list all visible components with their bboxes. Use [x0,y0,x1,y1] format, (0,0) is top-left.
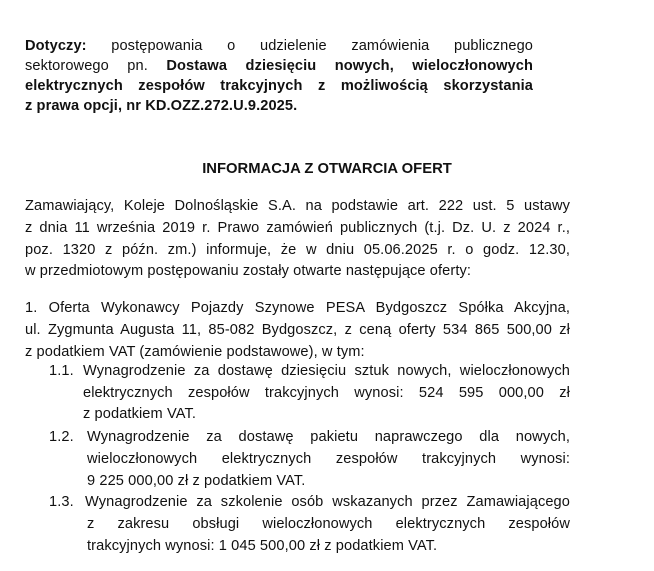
subject-line-1 [25,37,533,56]
offer-item-line-2: elektrycznych zespołów trakcyjnych wynosi: 524 595 000,00 zł [83,385,570,401]
subject-label: Dotyczy: [25,38,87,54]
offer-line-2: ul. Zygmunta Augusta 11, 85-082 Bydgoszcz, z ceną oferty 534 865 500,00 zł [25,322,570,338]
offer-item-number: 1.1. [49,363,74,379]
document-heading: INFORMACJA Z OTWARCIA OFERT [202,161,452,177]
offer-item-line-1: Wynagrodzenie za dostawę pakietu naprawczego dla nowych, [87,429,570,445]
subject-line-3: elektrycznych zespołów trakcyjnych z możliwością skorzystania [25,78,533,94]
intro-line-4: w przedmiotowym postępowaniu zostały otwarte następujące oferty: [25,263,472,279]
offer-line-3: z podatkiem VAT (zamówienie podstawowe), w tym: [25,344,365,360]
offer-item-line-1: Wynagrodzenie za szkolenie osób wskazanych przez Zamawiającego [85,494,570,510]
offer-item-line-2: wieloczłonowych elektrycznych zespołów trakcyjnych wynosi: [87,451,570,467]
subject-line-1-text: postępowania o udzielenie zamówienia publicznego [111,38,533,54]
subject-line-2 [25,57,533,76]
offer-line-1: 1. Oferta Wykonawcy Pojazdy Szynowe PESA Bydgoszcz Spółka Akcyjna, [25,300,570,316]
intro-line-1: Zamawiający, Koleje Dolnośląskie S.A. na podstawie art. 222 ust. 5 ustawy [25,198,570,214]
offer-item-number: 1.3. [49,494,74,510]
offer-item-line-3: trakcyjnych wynosi: 1 045 500,00 zł z podatkiem VAT. [87,538,438,554]
offer-item-line-3: 9 225 000,00 zł z podatkiem VAT. [87,473,306,489]
intro-line-2: z dnia 11 września 2019 r. Prawo zamówień publicznych (t.j. Dz. U. z 2024 r., [25,220,570,236]
subject-line-2-bold: Dostawa dziesięciu nowych, wieloczłonowych [166,58,534,74]
offer-item-line-1: Wynagrodzenie za dostawę dziesięciu sztuk nowych, wieloczłonowych [83,363,570,379]
offer-item-line-3: z podatkiem VAT. [83,406,196,422]
intro-line-3: poz. 1320 z późn. zm.) informuje, że w dniu 05.06.2025 r. o godz. 12.30, [25,242,570,258]
offer-item-number: 1.2. [49,429,74,445]
subject-line-2-normal: sektorowego pn. [25,58,148,74]
subject-line-4: z prawa opcji, nr KD.OZZ.272.U.9.2025. [25,98,298,114]
offer-item-line-2: z zakresu obsługi wieloczłonowych elektrycznych zespołów [87,516,570,532]
